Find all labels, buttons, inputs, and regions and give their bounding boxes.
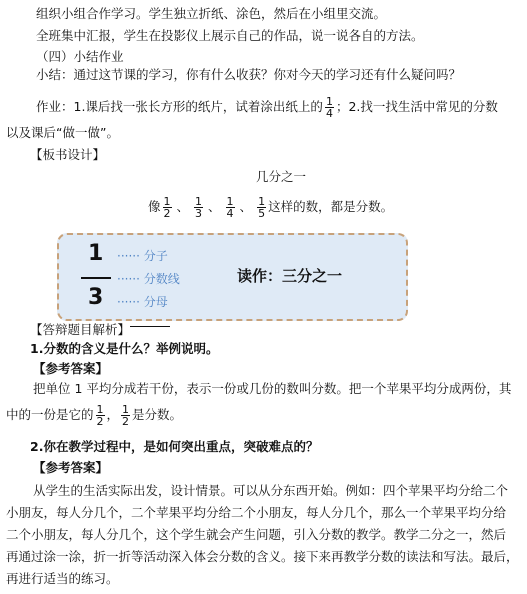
fraction-examples-line [148, 192, 393, 222]
fraction-numerator: 1 [122, 403, 130, 416]
fraction-denominator: 5 [258, 207, 266, 220]
section-heading-defense-questions: 【答辩题目解析】 [30, 322, 131, 337]
text-line-summary: 小结：通过这节课的学习，你有什么收获？你对今天的学习还有什么疑问吗？ [36, 67, 462, 82]
fraction-denominator: 2 [96, 415, 104, 428]
homework-text-part-2: ；2.找一找生活中常见的分数 [335, 99, 498, 114]
fraction-denominator: 2 [122, 415, 130, 428]
text-line-group-work: 组织小组合作学习。学生独立折纸、涂色，然后在小组里交流。 [36, 6, 387, 21]
homework-text-part-1: 作业：1.课后找一张长方形的纸片，试着涂出纸上的 [36, 99, 323, 114]
fraction-one-fifth [257, 196, 266, 219]
comma: ， [106, 407, 120, 422]
section-heading-board-design: 【板书设计】 [30, 147, 106, 162]
fraction-numerator: 1 [163, 195, 171, 208]
separator: 、 [239, 199, 253, 214]
answer-1-line-1: 把单位 1 平均分成若干份，表示一份或几份的数叫分数。把一个苹果平均分成两份，其 [33, 381, 512, 396]
answer-2-line-1: 从学生的生活实际出发，设计情景。可以从分东西开始。例如：四个苹果平均分给二个 [33, 483, 509, 498]
fraction-denominator: 4 [226, 207, 234, 220]
answer-2-line-2: 小朋友，每人分几个，二个苹果平均分给二个小朋友，每人分几个，那么一个苹果平均分给 [6, 505, 507, 520]
fraction-numerator: 1 [325, 95, 333, 108]
separator: 、 [208, 199, 221, 214]
fraction-one-half [163, 196, 172, 219]
answer-text-part-1: 中的一份是它的 [6, 407, 94, 422]
fraction-denominator: 3 [195, 207, 203, 220]
text-line-homework [36, 92, 498, 122]
answer-2-line-3: 二个小朋友，每人分几个，这个学生就会产生问题，引入分数的教学。教学二分之一，然后 [6, 527, 507, 542]
board-reading: 读作：三分之一 [237, 267, 343, 285]
question-1: 1.分数的含义是什么？举例说明。 [30, 341, 219, 356]
fraction-numerator: 1 [258, 195, 266, 208]
board-title: 几分之一 [256, 169, 307, 184]
board-denominator: 3 [88, 285, 104, 310]
fraction-numerator: 1 [195, 195, 203, 208]
fraction-numerator: 1 [96, 403, 104, 416]
fraction-numerator: 1 [226, 195, 234, 208]
fraction-one-quarter [325, 96, 334, 119]
fraction-one-third [194, 196, 203, 219]
board-fraction-bar [81, 277, 111, 279]
answer-2-line-5: 再进行适当的练习。 [6, 571, 119, 586]
label-numerator: ······ 分子 [117, 249, 168, 263]
separator: 、 [176, 199, 190, 214]
text-line-class-report: 全班集中汇报，学生在投影仪上展示自己的作品，说一说各自的方法。 [36, 28, 424, 43]
answer-heading-1: 【参考答案】 [33, 361, 109, 376]
board-numerator: 1 [88, 241, 104, 266]
fraction-one-half [121, 404, 130, 427]
examples-prefix: 像 [148, 199, 161, 214]
fraction-denominator: 2 [163, 207, 171, 220]
blackboard-diagram [57, 233, 408, 321]
label-fraction-line: ······ 分数线 [117, 272, 180, 286]
section-heading-summary-homework: （四）小结作业 [36, 49, 124, 64]
answer-2-line-4: 再通过涂一涂，折一折等活动深入体会分数的含义。接下来再教学分数的读法和写法。最后， [6, 549, 519, 564]
fraction-one-quarter [226, 196, 235, 219]
answer-heading-2: 【参考答案】 [33, 460, 109, 475]
heading-underline [130, 326, 170, 327]
fraction-one-half [96, 404, 105, 427]
question-2: 2.你在教学过程中，是如何突出重点，突破难点的？ [30, 439, 319, 454]
examples-suffix: 这样的数，都是分数。 [268, 199, 394, 214]
text-line-practice: 以及课后“做一做”。 [6, 125, 119, 140]
label-denominator: ······ 分母 [117, 295, 168, 309]
answer-1-line-2 [6, 400, 182, 430]
answer-text-part-2: 是分数。 [132, 407, 183, 422]
fraction-denominator: 4 [325, 107, 333, 120]
